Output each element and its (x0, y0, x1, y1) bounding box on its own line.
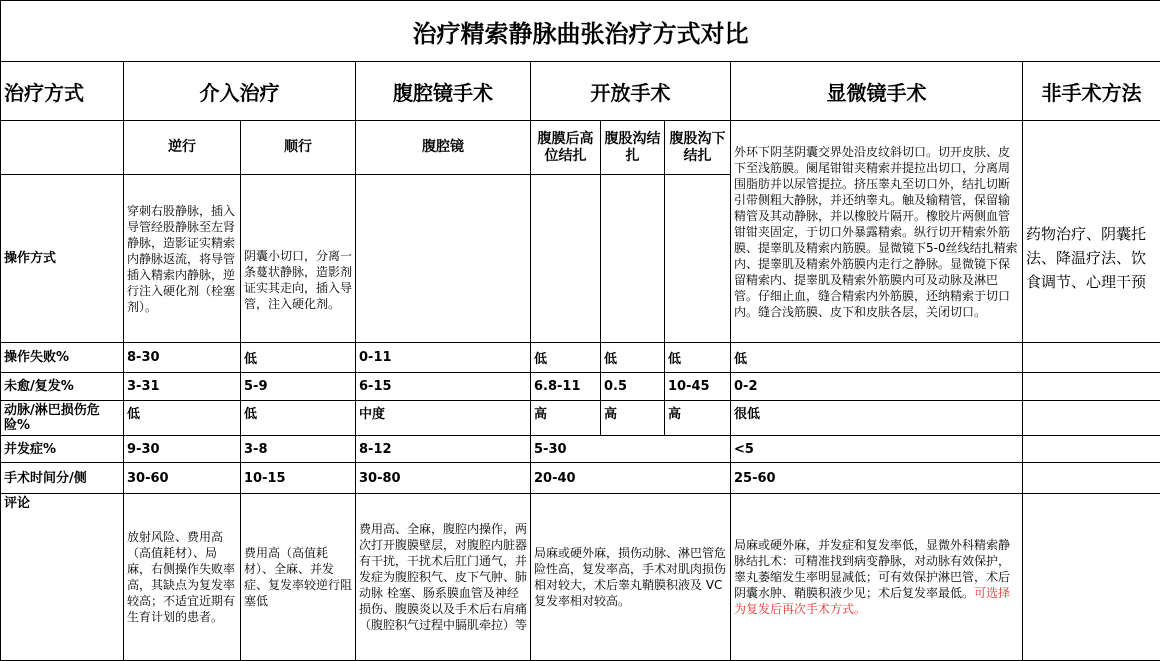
failure-inguinal: 低 (601, 343, 665, 373)
row-label-time: 手术时间分/侧 (1, 463, 124, 494)
header-method: 治疗方式 (1, 62, 124, 121)
comment-microscopic-text: 局麻或硬外麻，并发症和复发率低，显微外科精索静脉结扎术：可精准找到病变静脉，对动脉有效保护，睾丸萎缩发生率明显减低；可有效保护淋巴管，术后阴囊水肿、鞘膜积液少见；术后复发率最低。 (734, 538, 1011, 600)
failure-non-surgical (1023, 343, 1160, 373)
microscopic-procedure: 外环下阴茎阴囊交界处沿皮纹斜切口。切开皮肤、皮下至浅筋膜。阑尾钳钳夹精索并提拉出切口，分离周围脂肪并以尿管提拉。挤压睾丸至切口外，结扎切断引带侧粗大静脉，并还纳睾丸。触及输精管，保留输精管及其动静脉，并以橡胶片隔开。橡胶片两侧血管钳钳夹固定，于切口外暴露精索。纵行切开精索外筋膜、提睾肌及精索内筋膜。显微镜下5-0丝线结扎精索内、提睾肌及精索外筋膜内走行之静脉。显微镜下保留精索内、提睾肌及精索外筋膜内可及动脉及淋巴管。仔细止血，缝合精索内外筋膜，还纳精索于切口内。缝合浅筋膜、皮下和皮肤各层，关闭切口。 (731, 121, 1023, 343)
risk-microscopic: 很低 (731, 401, 1023, 436)
comment-laparoscopic: 费用高、全麻，腹腔内操作，两次打开腹膜壁层，对腹腔内脏器有干扰，干扰术后肛门通气，并发症为腹腔积气、皮下气肿、肺动脉 栓塞、肠系膜血管及神经损伤、腹膜炎以及手术后右肩痛（腹腔积气过程中膈肌牵拉）等 (356, 494, 531, 661)
recurrence-non-surgical (1023, 373, 1160, 401)
header-microscopic: 显微镜手术 (731, 62, 1023, 121)
row-label-risk: 动脉/淋巴损伤危险% (1, 401, 124, 436)
time-antegrade: 10-15 (241, 463, 356, 494)
time-retrograde: 30-60 (124, 463, 241, 494)
row-label-operation: 操作方式 (1, 175, 124, 343)
time-microscopic: 25-60 (731, 463, 1023, 494)
row-label-recurrence: 未愈/复发% (1, 373, 124, 401)
time-laparoscopic: 30-80 (356, 463, 531, 494)
row-label-comment: 评论 (1, 494, 124, 661)
complication-microscopic: <5 (731, 436, 1023, 463)
recurrence-microscopic: 0-2 (731, 373, 1023, 401)
complication-non-surgical (1023, 436, 1160, 463)
subheader-retrograde: 逆行 (124, 121, 241, 175)
operation-laparoscopic (356, 175, 531, 343)
complication-laparoscopic: 8-12 (356, 436, 531, 463)
complication-open: 5-30 (531, 436, 731, 463)
comment-microscopic-highlight: 可选择为复发后再次手术方式。 (734, 586, 1011, 616)
subheader-subinguinal: 腹股沟下结扎 (665, 121, 731, 175)
comment-microscopic (731, 494, 1023, 661)
risk-antegrade: 低 (241, 401, 356, 436)
header-interventional: 介入治疗 (124, 62, 356, 121)
header-laparoscopic: 腹腔镜手术 (356, 62, 531, 121)
recurrence-inguinal: 0.5 (601, 373, 665, 401)
operation-retrograde: 穿刺右股静脉，插入导管经股静脉至左肾静脉，造影证实精索内静脉返流，将导管插入精索内静脉，逆行注入硬化剂（栓塞剂）。 (124, 175, 241, 343)
time-open: 20-40 (531, 463, 731, 494)
failure-retroperitoneal: 低 (531, 343, 601, 373)
complication-retrograde: 9-30 (124, 436, 241, 463)
comment-antegrade: 费用高（高值耗材）、全麻、并发症、复发率较逆行阻塞低 (241, 494, 356, 661)
non-surgical-top-empty (1023, 121, 1160, 175)
risk-laparoscopic: 中度 (356, 401, 531, 436)
subheader-antegrade: 顺行 (241, 121, 356, 175)
comment-retrograde: 放射风险、费用高（高值耗材）、局麻，右侧操作失败率高，其缺点为复发率较高；不适宜近期有生育计划的患者。 (124, 494, 241, 661)
failure-subinguinal: 低 (665, 343, 731, 373)
subheader-empty (1, 121, 124, 175)
header-open-surgery: 开放手术 (531, 62, 731, 121)
comment-open: 局麻或硬外麻，损伤动脉、淋巴管危险性高，复发率高，手术对肌肉损伤相对较大，术后睾丸鞘膜积液及 VC复发率相对较高。 (531, 494, 731, 661)
recurrence-antegrade: 5-9 (241, 373, 356, 401)
failure-laparoscopic: 0-11 (356, 343, 531, 373)
failure-microscopic: 低 (731, 343, 1023, 373)
table-title: 治疗精索静脉曲张治疗方式对比 (1, 1, 1160, 62)
subheader-laparoscope: 腹腔镜 (356, 121, 531, 175)
comment-non-surgical (1023, 494, 1160, 661)
risk-retroperitoneal: 高 (531, 401, 601, 436)
risk-retrograde: 低 (124, 401, 241, 436)
operation-antegrade: 阴囊小切口，分离一条蔓状静脉，造影剂证实其走向，插入导管，注入硬化剂。 (241, 175, 356, 343)
recurrence-laparoscopic: 6-15 (356, 373, 531, 401)
operation-subinguinal (665, 175, 731, 343)
failure-antegrade: 低 (241, 343, 356, 373)
risk-inguinal: 高 (601, 401, 665, 436)
time-non-surgical (1023, 463, 1160, 494)
operation-retroperitoneal (531, 175, 601, 343)
header-non-surgical: 非手术方法 (1023, 62, 1160, 121)
subheader-inguinal: 腹股沟结扎 (601, 121, 665, 175)
complication-antegrade: 3-8 (241, 436, 356, 463)
risk-non-surgical (1023, 401, 1160, 436)
recurrence-retroperitoneal: 6.8-11 (531, 373, 601, 401)
subheader-retroperitoneal: 腹膜后高位结扎 (531, 121, 601, 175)
operation-non-surgical: 药物治疗、阴囊托法、降温疗法、饮食调节、心理干预 (1023, 175, 1160, 343)
risk-subinguinal: 高 (665, 401, 731, 436)
recurrence-subinguinal: 10-45 (665, 373, 731, 401)
recurrence-retrograde: 3-31 (124, 373, 241, 401)
failure-retrograde: 8-30 (124, 343, 241, 373)
operation-inguinal (601, 175, 665, 343)
row-label-complication: 并发症% (1, 436, 124, 463)
row-label-failure: 操作失败% (1, 343, 124, 373)
